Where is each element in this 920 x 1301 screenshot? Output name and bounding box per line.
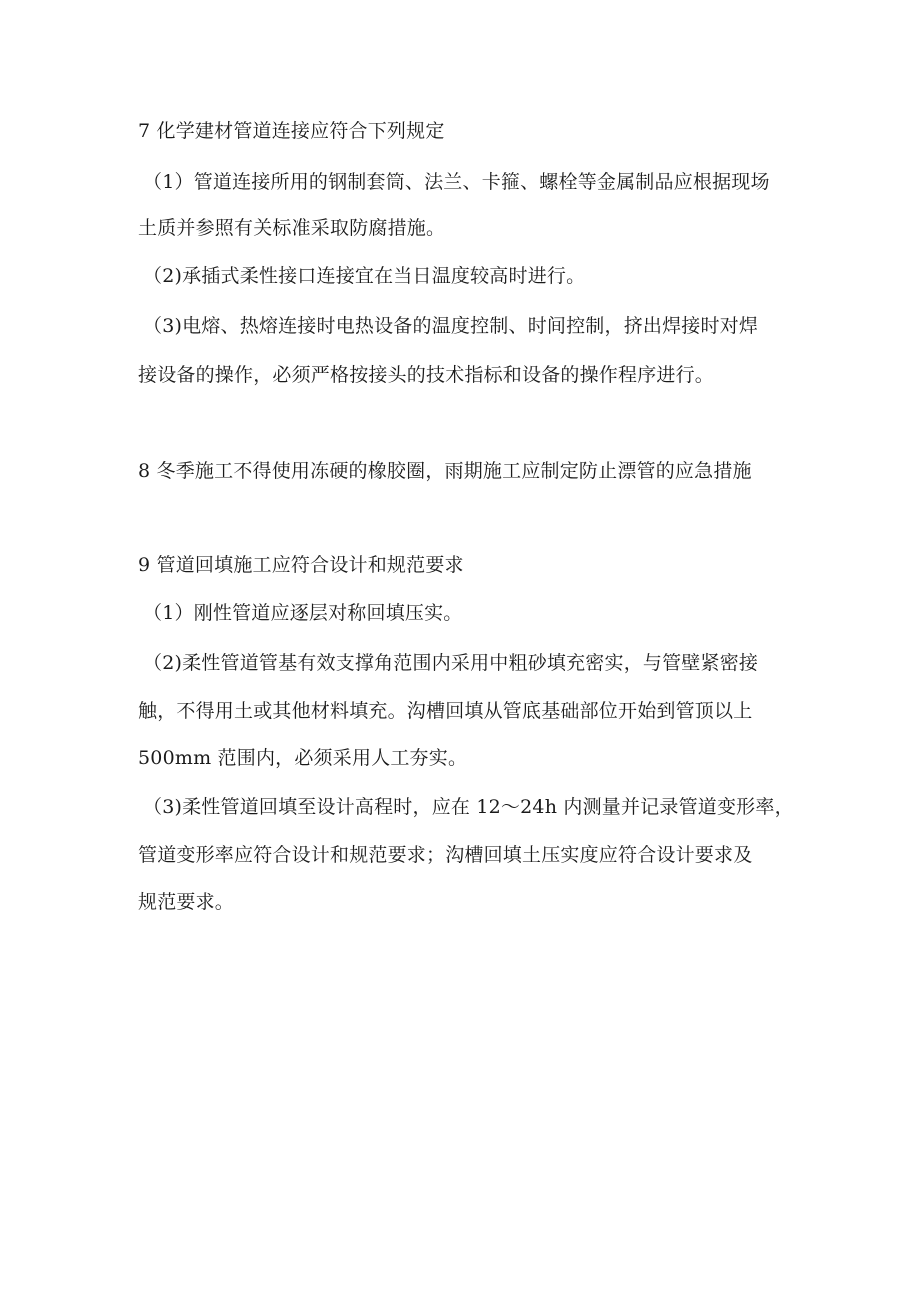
section-7-heading: 7 化学建材管道连接应符合下列规定 — [138, 120, 445, 142]
section-9-item-3-line-3: 规范要求。 — [138, 891, 235, 913]
section-7-item-1-line-1: （1）管道连接所用的钢制套筒、法兰、卡箍、螺栓等金属制品应根据现场 — [143, 171, 770, 193]
section-8-heading: 8 冬季施工不得使用冻硬的橡胶圈，雨期施工应制定防止漂管的应急措施 — [138, 460, 752, 482]
section-9-item-3-line-2: 管道变形率应符合设计和规范要求；沟槽回填土压实度应符合设计要求及 — [138, 844, 753, 866]
section-7-item-2-line-1: （2)承插式柔性接口连接宜在当日温度较高时进行。 — [143, 265, 586, 287]
section-9-item-1-line-1: （1）刚性管道应逐层对称回填压实。 — [143, 602, 463, 624]
section-9-item-3-line-1: （3)柔性管道回填至设计高程时，应在 12～24h 内测量并记录管道变形率， — [143, 796, 794, 818]
section-7-item-3-line-1: （3)电熔、热熔连接时电热设备的温度控制、时间控制，挤出焊接时对焊 — [143, 315, 759, 337]
section-9-item-2-line-2: 触，不得用土或其他材料填充。沟槽回填从管底基础部位开始到管顶以上 — [138, 700, 753, 722]
section-9-item-2-line-3: 500mm 范围内，必须采用人工夯实。 — [138, 747, 468, 769]
section-7-item-3-line-2: 接设备的操作，必须严格按接头的技术指标和设备的操作程序进行。 — [138, 364, 715, 386]
section-9-item-2-line-1: （2)柔性管道管基有效支撑角范围内采用中粗砂填充密实，与管壁紧密接 — [143, 652, 759, 674]
section-9-heading: 9 管道回填施工应符合设计和规范要求 — [138, 554, 464, 576]
section-7-item-1-line-2: 土质并参照有关标准采取防腐措施。 — [138, 217, 446, 239]
